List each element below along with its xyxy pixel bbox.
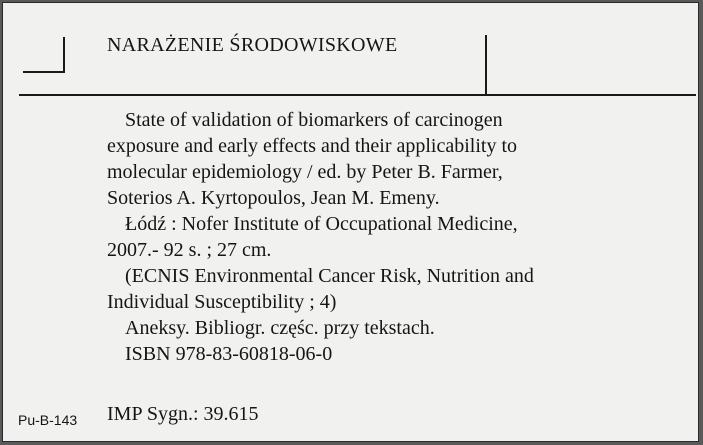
title-line: Soterios A. Kyrtopoulos, Jean M. Emeny. [107,187,440,209]
title-line: molecular epidemiology / ed. by Peter B. Farmer, [107,161,503,183]
horizontal-rule [19,94,696,96]
bibliographic-description [107,107,607,367]
catalog-card [2,2,699,442]
notes-line: Aneksy. Bibliogr. częśc. przy tekstach. [125,317,435,339]
title-line: exposure and early effects and their applicability to [107,135,518,157]
call-number: IMP Sygn.: 39.615 [107,403,259,425]
imprint-line: 2007.- 92 s. ; 27 cm. [107,239,272,261]
subject-heading: NARAŻENIE ŚRODOWISKOWE [107,34,398,56]
series-line: (ECNIS Environmental Cancer Risk, Nutrition and [125,265,534,287]
shelf-code: Pu-B-143 [18,412,78,428]
isbn-line: ISBN 978-83-60818-06-0 [125,343,333,365]
series-line: Individual Susceptibility ; 4) [107,291,337,313]
corner-bracket-mark [23,37,65,73]
vertical-rule [485,35,487,96]
title-line: State of validation of biomarkers of carcinogen [125,109,503,131]
imprint-line: Łódź : Nofer Institute of Occupational Medicine, [125,213,518,235]
